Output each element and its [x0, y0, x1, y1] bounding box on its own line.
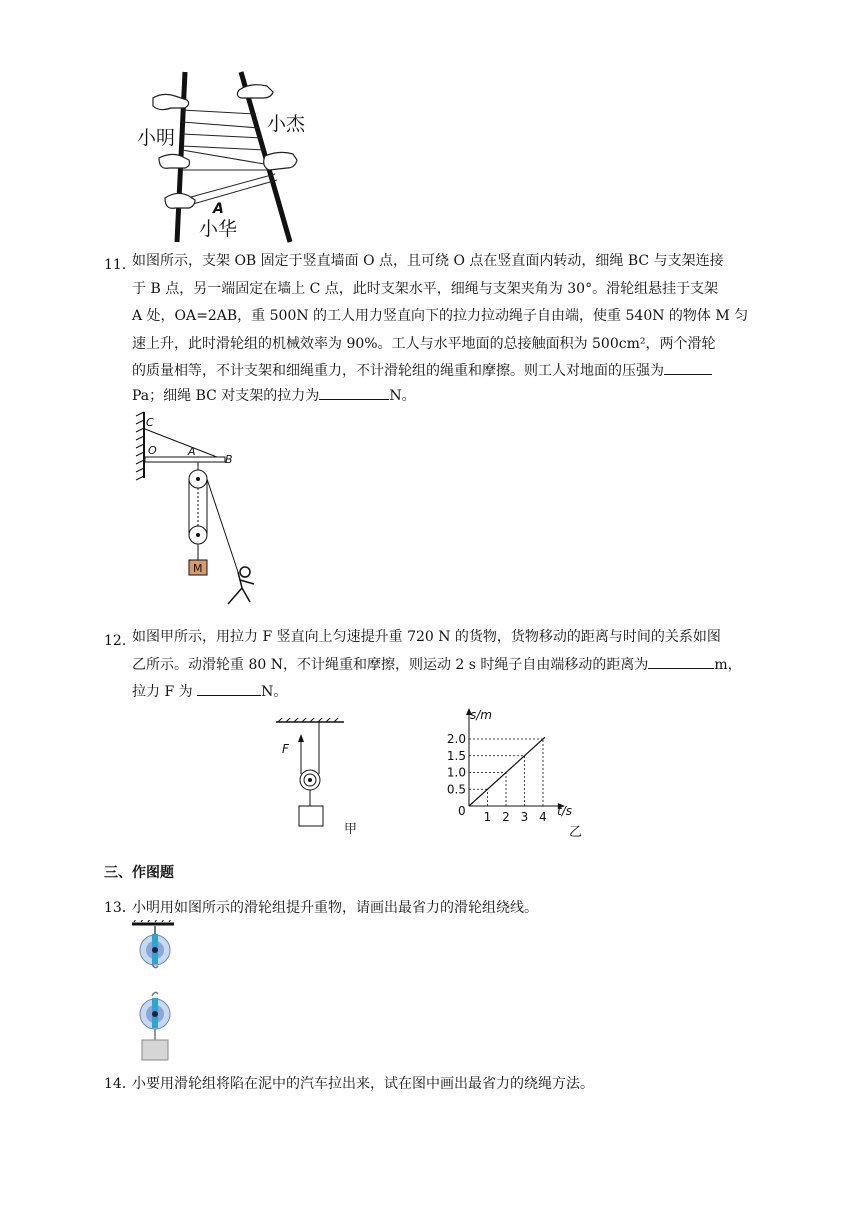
- figure-hands-poles: [135, 70, 320, 245]
- series-line: [469, 737, 545, 806]
- label-m: M: [193, 562, 203, 575]
- label-xiaoming: 小明: [137, 127, 176, 149]
- cargo-box: [299, 806, 323, 826]
- label-o: O: [148, 444, 157, 457]
- x-tick-label: 1: [483, 810, 492, 824]
- x-tick-label: 3: [520, 810, 529, 824]
- worker-icon: [228, 567, 254, 604]
- label-xiaojie: 小杰: [267, 113, 306, 135]
- caption-yi: 乙: [569, 825, 583, 840]
- y-tick-label: 1.5: [446, 748, 466, 763]
- label-xiaohua: 小华: [199, 218, 238, 240]
- hand-icon: [165, 193, 195, 208]
- hand-icon: [264, 152, 297, 170]
- answer-blank-force[interactable]: [197, 681, 261, 696]
- q11-line: 速上升，此时滑轮组的机械效率为 90%。工人与水平地面的总接触面积为 500cm²，两个滑轮: [132, 335, 716, 352]
- q11-line: 的质量相等，不计支架和细绳重力，不计滑轮组的绳重和摩擦。则工人对地面的压强为: [132, 358, 762, 386]
- question-14-text: 小要用滑轮组将陷在泥中的汽车拉出来，试在图中画出最省力的绕绳方法。: [132, 1076, 594, 1092]
- question-13-text: 小明用如图所示的滑轮组提升重物，请画出最省力的滑轮组绕线。: [132, 900, 538, 916]
- weight-block: [142, 1040, 168, 1060]
- x-tick-label: 4: [539, 810, 547, 824]
- figure-bracket-pulley: [130, 410, 270, 625]
- question-number-13: 13．: [104, 900, 136, 916]
- question-12-text: [132, 624, 762, 707]
- x-axis-label: t/s: [557, 804, 572, 818]
- label-c: C: [146, 416, 154, 429]
- q12-line: 拉力 F 为 N。: [132, 679, 762, 707]
- y-tick-label: 1.0: [446, 765, 466, 780]
- label-b: B: [225, 453, 233, 466]
- label-a: A: [188, 445, 196, 458]
- question-number-11: 11．: [104, 257, 136, 273]
- q11-line: A 处，OA=2AB，重 500N 的工人用力竖直向下的拉力拉动绳子自由端，使重 540N 的物体 M 匀: [132, 308, 749, 324]
- answer-blank-pressure[interactable]: [664, 360, 712, 375]
- q11-line-6: Pa；细绳 BC 对支架的拉力为 N。: [132, 385, 416, 406]
- q12-line: 如图甲所示，用拉力 F 竖直向上匀速提升重 720 N 的货物，货物移动的距离与时间的关系如图: [132, 629, 721, 645]
- question-number-12: 12．: [104, 633, 136, 649]
- x-tick-label: 2: [502, 810, 510, 824]
- section-title: 三、作图题: [104, 865, 174, 881]
- hand-icon: [159, 154, 190, 168]
- caption-jia: 甲: [344, 822, 358, 837]
- q11-line: 如图所示，支架 OB 固定于竖直墙面 O 点，且可绕 O 点在竖直面内转动，细绳 BC 与支架连接: [132, 253, 724, 269]
- answer-blank-tension[interactable]: [319, 385, 389, 400]
- q11-line: 于 B 点，另一端固定在墙上 C 点，此时支架水平，细绳与支架夹角为 30°。滑轮组悬挂于支架: [132, 280, 719, 297]
- question-number-14: 14．: [104, 1076, 136, 1092]
- question-11-text: [132, 248, 762, 386]
- label-f: F: [282, 742, 289, 756]
- label-point-a: A: [213, 201, 224, 217]
- figure-pulley-set: [130, 920, 190, 1065]
- answer-blank-distance[interactable]: [648, 654, 714, 669]
- y-tick-label: 0.5: [446, 782, 466, 797]
- figure-pulley-jia: [270, 718, 365, 840]
- y-axis-label: s/m: [470, 708, 492, 722]
- q12-line: 乙所示。动滑轮重 80 N，不计绳重和摩擦，则运动 2 s 时绳子自由端移动的距离为 m，: [132, 652, 762, 680]
- distance-time-chart: [445, 705, 595, 840]
- origin-label: 0: [458, 804, 466, 818]
- y-tick-label: 2.0: [446, 732, 466, 746]
